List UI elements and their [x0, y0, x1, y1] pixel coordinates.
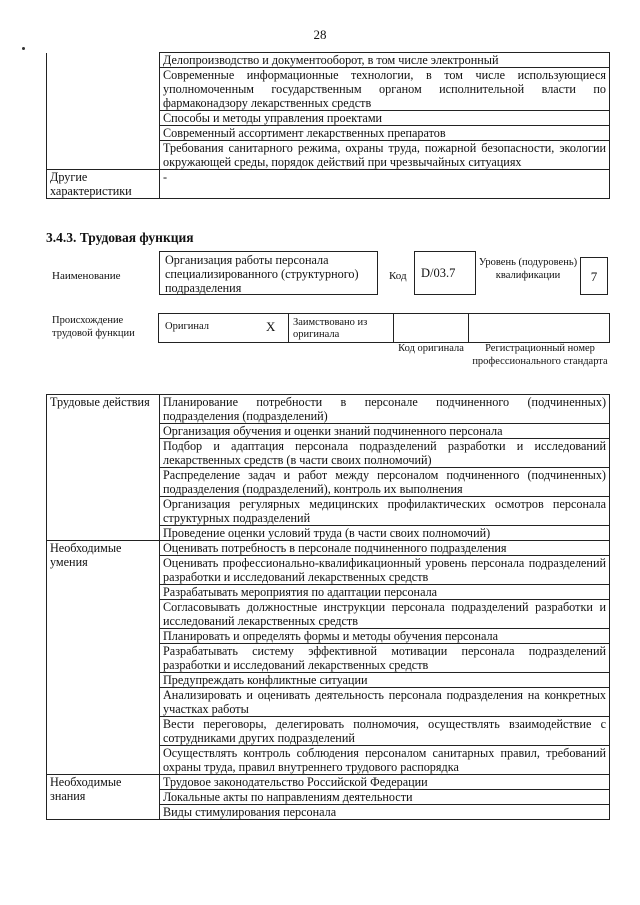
function-name-box: Организация работы персонала специализированного (структурного) подразделения	[159, 251, 378, 295]
level-label: Уровень (подуровень) квалификации	[478, 257, 578, 281]
table-cell: Подбор и адаптация персонала подразделений разработки и исследований лекарственных средств (в части своих полномочий)	[160, 439, 610, 468]
group-label: Необходимые знания	[47, 775, 160, 820]
knowledge-table-continued	[46, 52, 610, 199]
table-row: Делопроизводство и документооборот, в том числе электронный	[160, 53, 610, 68]
original-label: Оригинал	[165, 321, 209, 332]
table-cell: Организация обучения и оценки знаний подчиненного персонала	[160, 424, 610, 439]
group-label: Необходимые умения	[47, 541, 160, 775]
divider	[468, 313, 469, 343]
table-cell: Локальные акты по направлениям деятельности	[160, 790, 610, 805]
scan-mark	[22, 47, 25, 50]
group-label: Трудовые действия	[47, 395, 160, 541]
section-title: 3.4.3. Трудовая функция	[46, 230, 194, 245]
table-cell: Вести переговоры, делегировать полномочия, осуществлять взаимодействие с сотрудниками других подразделений	[160, 717, 610, 746]
blank-label-cell	[47, 53, 160, 170]
function-details-table	[46, 394, 610, 820]
table-cell: Планировать и определять формы и методы обучения персонала	[160, 629, 610, 644]
table-row	[47, 541, 610, 556]
page-number: 28	[313, 27, 327, 42]
table-cell: Планирование потребности в персонале подчиненного (подчиненных) подразделения (подразделений)	[160, 395, 610, 424]
table-cell: Виды стимулирования персонала	[160, 805, 610, 820]
table-cell: Трудовое законодательство Российской Федерации	[160, 775, 610, 790]
table-row: Способы и методы управления проектами	[160, 111, 610, 126]
other-characteristics-label: Другие характеристики	[47, 170, 160, 199]
borrowed-label: Заимствовано из оригинала	[293, 317, 368, 340]
table-cell: Осуществлять контроль соблюдения персоналом санитарных правил, требований охраны труда, правил внутреннего трудового распорядка	[160, 746, 610, 775]
table-cell: Согласовывать должностные инструкции персонала подразделений разработки и исследований лекарственных средств	[160, 600, 610, 629]
registration-number-caption: Регистрационный номер профессионального стандарта	[472, 343, 608, 367]
table-row	[47, 775, 610, 790]
divider	[393, 313, 394, 343]
original-mark: X	[266, 319, 276, 334]
table-cell: Разрабатывать мероприятия по адаптации персонала	[160, 585, 610, 600]
table-cell: Распределение задач и работ между персоналом подчиненного (подчиненных) подразделения (подразделений), контроль их выполнения	[160, 468, 610, 497]
code-label: Код	[389, 270, 407, 282]
table-row: Требования санитарного режима, охраны труда, пожарной безопасности, экологии окружающей среды, порядок действий при чрезвычайных ситуациях	[160, 141, 610, 170]
code-box: D/03.7	[414, 251, 476, 295]
divider	[288, 313, 289, 343]
table-cell: Проведение оценки условий труда (в части своих полномочий)	[160, 526, 610, 541]
table-row	[47, 395, 610, 424]
code-original-caption: Код оригинала	[398, 343, 464, 354]
table-cell: Разрабатывать систему эффективной мотивации персонала подразделений разработки и исследований лекарственных средств	[160, 644, 610, 673]
other-characteristics-value: -	[160, 170, 610, 199]
table-cell: Оценивать потребность в персонале подчиненного подразделения	[160, 541, 610, 556]
table-cell: Анализировать и оценивать деятельность персонала подразделения на конкретных участках работы	[160, 688, 610, 717]
table-cell: Организация регулярных медицинских профилактических осмотров персонала структурных подразделений	[160, 497, 610, 526]
name-label: Наименование	[52, 270, 121, 282]
table-row: Современные информационные технологии, в том числе использующиеся уполномоченным государственным органом исполнительной власти по фармаконадзору лекарственных средств	[160, 68, 610, 111]
origin-label: Происхождение трудовой функции	[52, 315, 135, 339]
table-row: Современный ассортимент лекарственных препаратов	[160, 126, 610, 141]
table-cell: Предупреждать конфликтные ситуации	[160, 673, 610, 688]
table-cell: Оценивать профессионально-квалификационный уровень персонала подразделений разработки и исследований лекарственных средств	[160, 556, 610, 585]
level-box: 7	[580, 257, 608, 295]
